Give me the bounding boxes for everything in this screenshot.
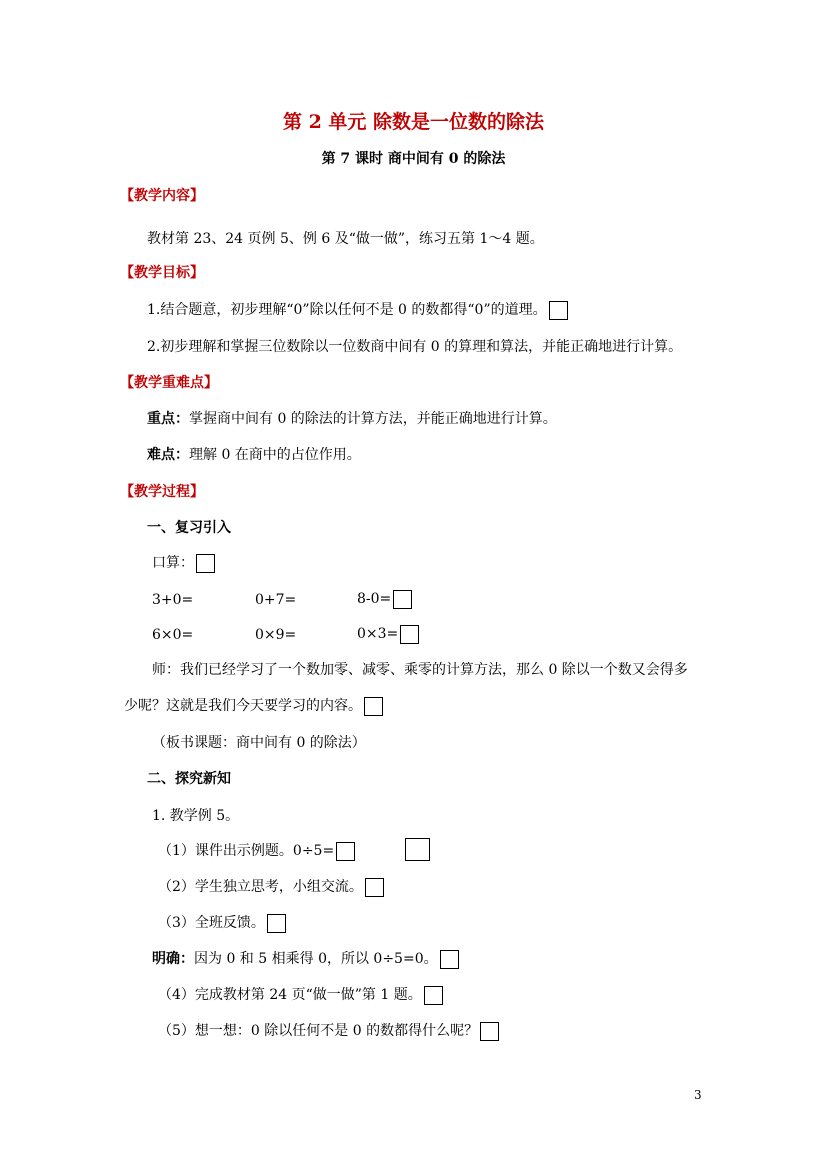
lesson-subtitle: 第 7 课时 商中间有 0 的除法: [321, 151, 506, 167]
goal-item-2: 2.初步理解和掌握三位数除以一位数商中间有 0 的算理和算法，并能正确地进行计算。: [147, 339, 683, 355]
checkbox[interactable]: [393, 590, 412, 609]
mental-math-item: 0×9=: [255, 627, 297, 643]
goal-item-1: [147, 300, 568, 320]
checkbox[interactable]: [440, 950, 459, 969]
step1-heading: 一、复习引入: [147, 520, 231, 536]
example-step-1: [158, 841, 355, 861]
key-point: [147, 409, 557, 429]
mental-math-item: 0+7=: [255, 592, 297, 608]
answer-box[interactable]: [405, 838, 430, 861]
example-step-4: [158, 985, 443, 1005]
example-step-2: [158, 877, 384, 897]
example-step-4-text: （4）完成教材第 24 页“做一做”第 1 题。: [158, 987, 422, 1003]
difficulty: [147, 445, 361, 465]
clarify-label: 明确：: [152, 951, 194, 967]
example-step-1-text: （1）课件出示例题。0÷5=: [158, 843, 335, 859]
clarify-text: 因为 0 和 5 相乘得 0，所以 0÷5=0。: [194, 951, 438, 967]
mental-math-text: 8-0=: [357, 591, 392, 607]
checkbox[interactable]: [196, 554, 215, 573]
goal-text-1: 1.结合题意，初步理解“0”除以任何不是 0 的数都得“0”的道理。: [147, 302, 547, 318]
mental-math-text: 0×3=: [357, 626, 399, 642]
content-text: 教材第 23、24 页例 5、例 6 及“做一做”，练习五第 1～4 题。: [147, 231, 544, 247]
difficulty-text: 理解 0 在商中的占位作用。: [189, 447, 361, 463]
mental-math-item: 3+0=: [152, 592, 194, 608]
key-point-text: 掌握商中间有 0 的除法的计算方法，并能正确地进行计算。: [189, 411, 557, 427]
clarify-line: [152, 949, 459, 969]
checkbox[interactable]: [267, 914, 286, 933]
example-step-3: [158, 913, 286, 933]
checkbox[interactable]: [336, 842, 355, 861]
example-step-5-text: （5）想一想：0 除以任何不是 0 的数都得什么呢？: [158, 1023, 479, 1039]
checkbox[interactable]: [480, 1022, 499, 1041]
mental-math-item: [357, 624, 419, 644]
mental-math-item: 6×0=: [152, 627, 194, 643]
example-step-2-text: （2）学生独立思考，小组交流。: [158, 879, 363, 895]
page-title: 第 2 单元 除数是一位数的除法: [282, 111, 545, 133]
checkbox[interactable]: [365, 878, 384, 897]
section-key-points-heading: 【教学重难点】: [120, 375, 218, 391]
mental-math-item: [357, 589, 412, 609]
mental-math-label-row: [152, 553, 215, 573]
example-heading: 1. 教学例 5。: [152, 808, 240, 824]
teacher-line-2: [124, 696, 383, 716]
difficulty-label: 难点：: [147, 447, 189, 463]
checkbox[interactable]: [364, 697, 383, 716]
section-goals-heading: 【教学目标】: [120, 265, 204, 281]
checkbox[interactable]: [549, 301, 568, 320]
teacher-line-2-text: 少呢？这就是我们今天要学习的内容。: [124, 698, 362, 714]
checkbox[interactable]: [400, 625, 419, 644]
key-point-label: 重点：: [147, 411, 189, 427]
mental-math-label: 口算：: [152, 555, 194, 571]
checkbox[interactable]: [424, 986, 443, 1005]
example-step-5: [158, 1021, 499, 1041]
section-content-heading: 【教学内容】: [120, 188, 204, 204]
step2-heading: 二、探究新知: [147, 771, 231, 787]
page-number: 3: [694, 1088, 702, 1102]
section-process-heading: 【教学过程】: [120, 484, 204, 500]
teacher-line-1: 师：我们已经学习了一个数加零、减零、乘零的计算方法，那么 0 除以一个数又会得多: [152, 662, 688, 678]
example-step-3-text: （3）全班反馈。: [158, 915, 265, 931]
board-title: （板书课题：商中间有 0 的除法）: [152, 735, 366, 751]
